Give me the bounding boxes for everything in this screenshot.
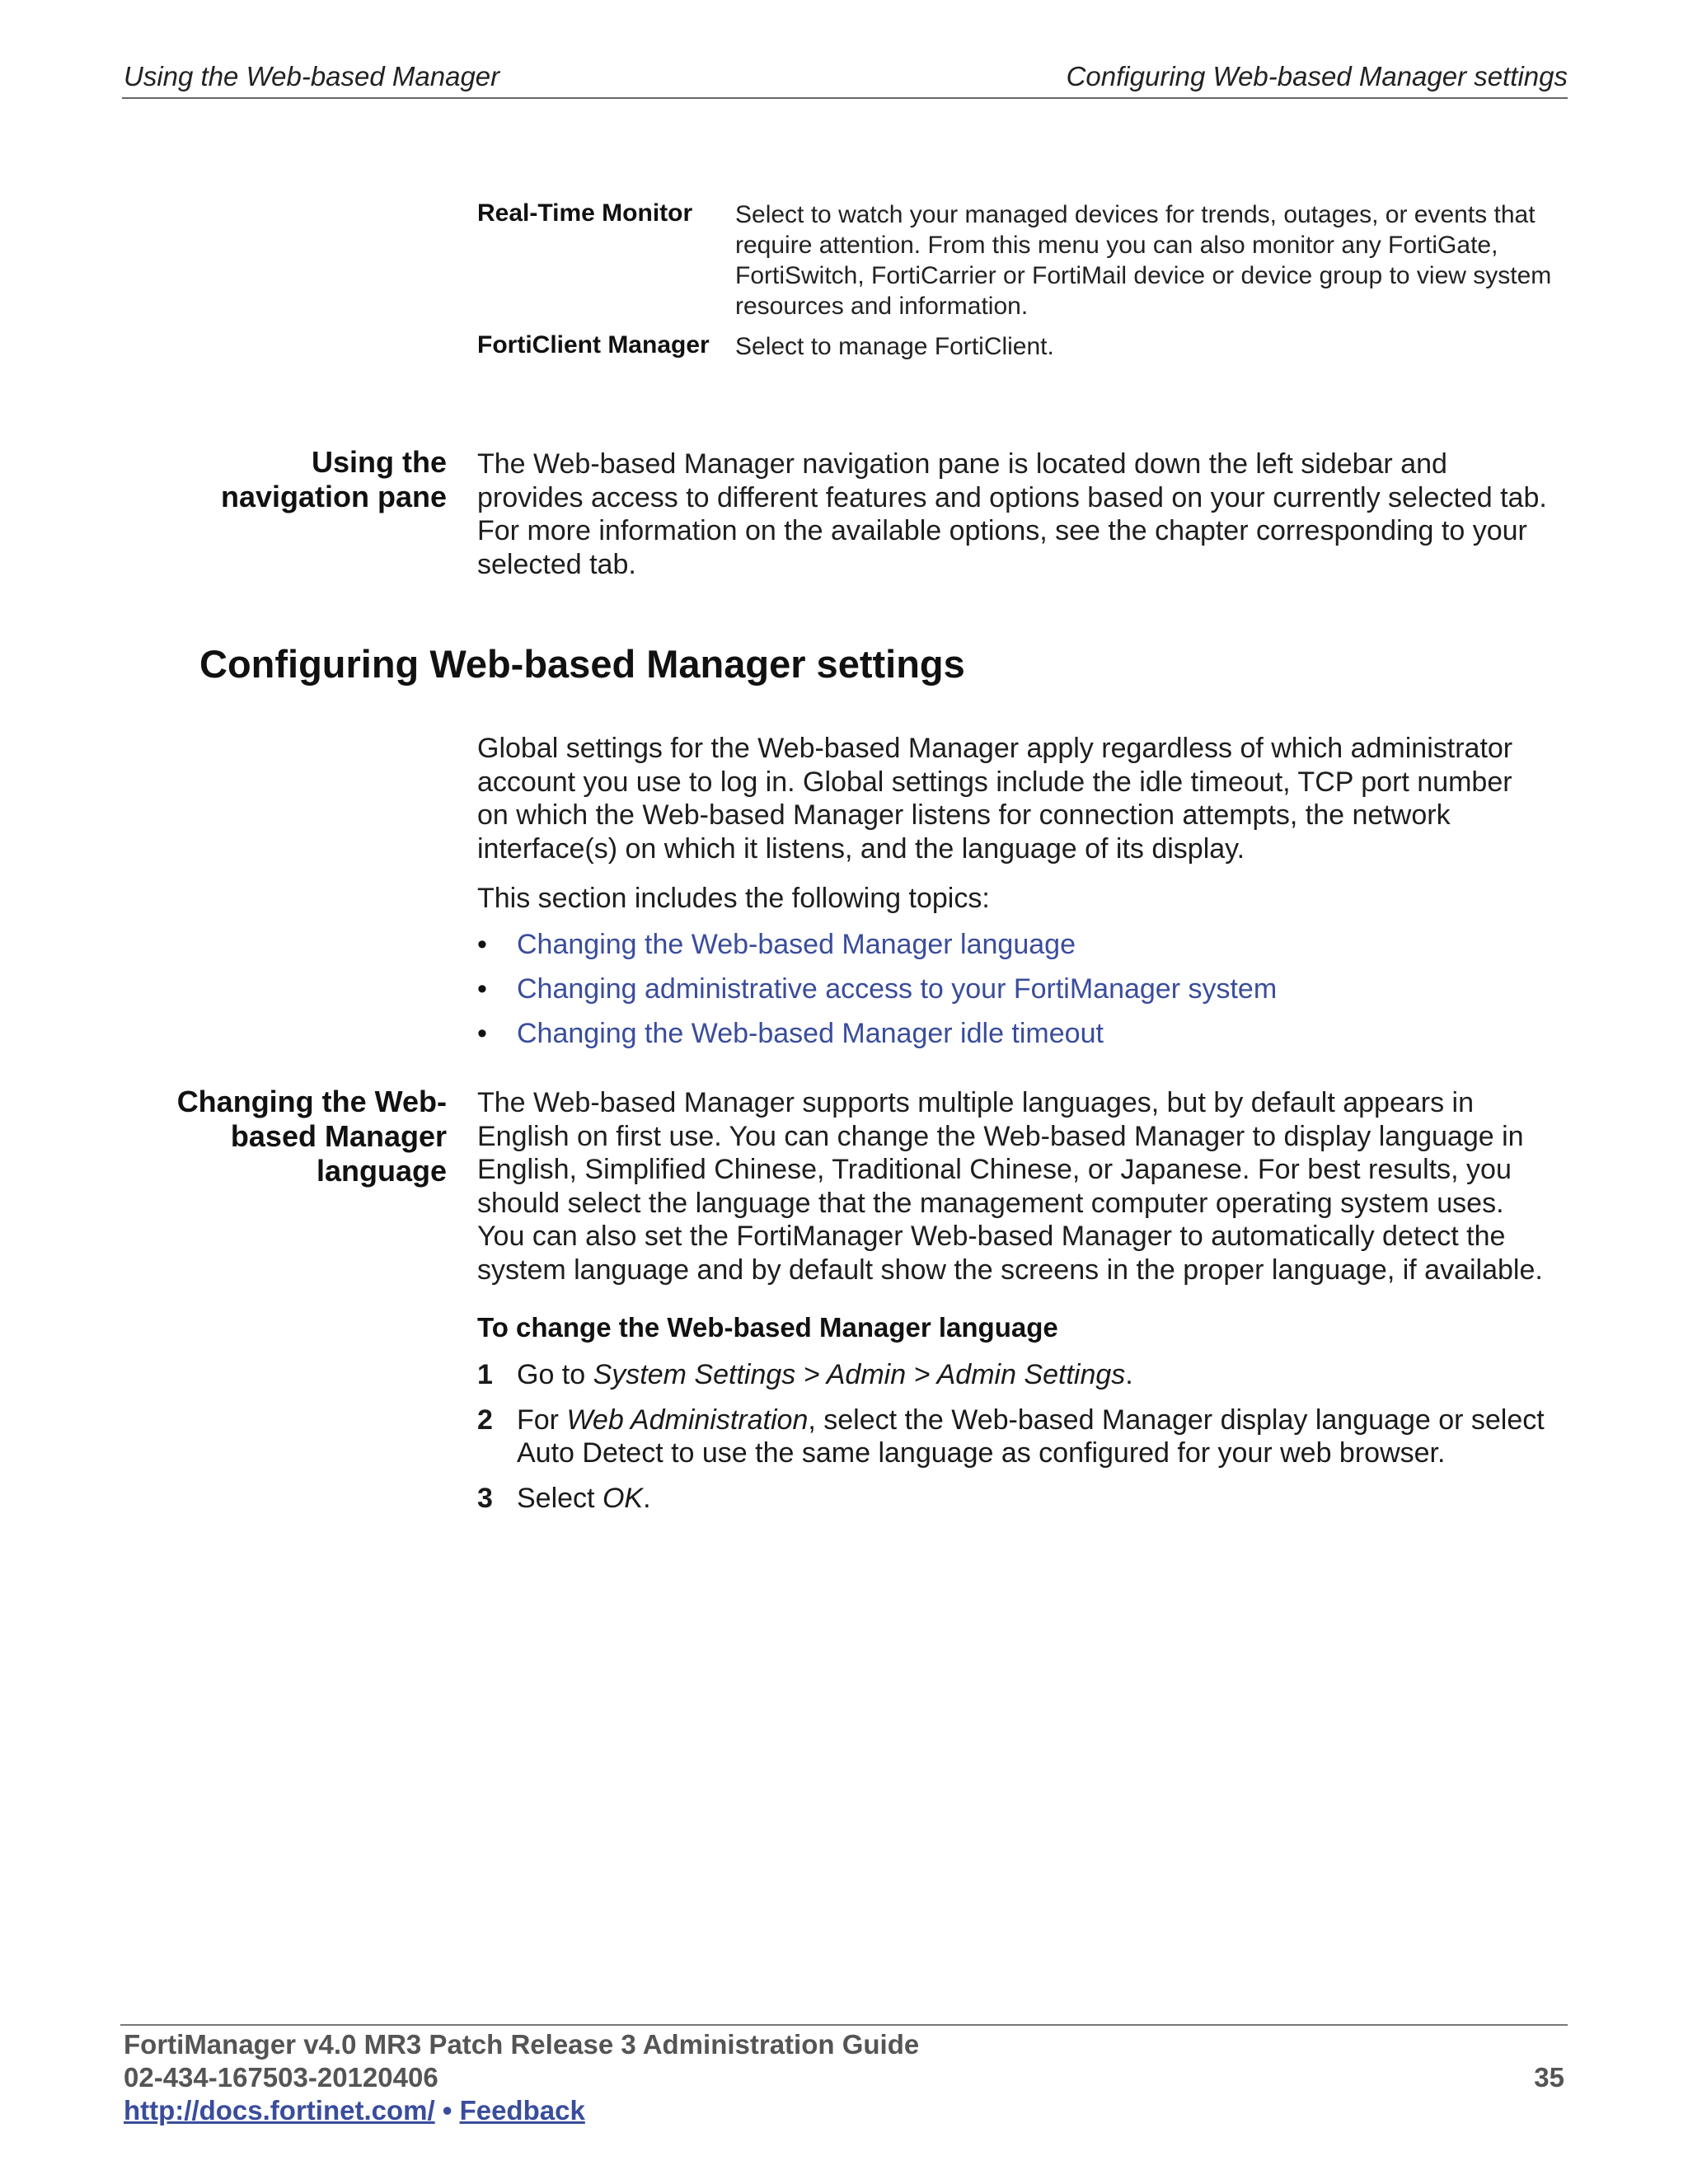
page-number: 35 xyxy=(1534,2062,1564,2093)
procedure-title: To change the Web-based Manager language xyxy=(477,1312,1058,1343)
section-title: Configuring Web-based Manager settings xyxy=(199,642,965,686)
running-header-right: Configuring Web-based Manager settings xyxy=(1066,61,1568,91)
section-intro: Global settings for the Web-based Manager apply regardless of which administrator account you use to log in. Global settings include the idle timeout, TCP port number on which the Web-based Manager listens for connection attempts, the network interface(s) on which it listens, and the language of its display. xyxy=(477,733,1513,865)
def-term-forticlient-manager: FortiClient Manager xyxy=(477,331,710,359)
topic-link-admin-access[interactable]: Changing administrative access to your FortiManager system xyxy=(517,973,1278,1005)
nav-pane-heading: Using the navigation pane xyxy=(220,445,447,513)
step-3 xyxy=(477,1482,1549,1516)
footer-links xyxy=(124,2095,585,2126)
bullet-icon: • xyxy=(477,973,487,1005)
language-text: The Web-based Manager supports multiple languages, but by default appears in English on first use. You can change the Web-based Manager to display language in English, Simplified Chinese, Traditional Chinese, or Japanese. For best results, you should select the language that the management computer operating system uses. You can also set the FortiManager Web-based Manager to automatically detect the system language and by default show the screens in the proper language, if available. xyxy=(477,1087,1543,1286)
language-heading: Changing the Web-based Manager language xyxy=(176,1085,447,1188)
docs-url-link[interactable]: http://docs.fortinet.com/ xyxy=(124,2095,435,2125)
step-1 xyxy=(477,1358,1549,1392)
topic-link-language[interactable]: Changing the Web-based Manager language xyxy=(517,929,1076,960)
footer-rule xyxy=(120,2024,1568,2026)
step-menu-path: System Settings > Admin > Admin Settings xyxy=(593,1359,1126,1390)
running-header-left: Using the Web-based Manager xyxy=(124,61,500,91)
header-rule xyxy=(122,97,1568,99)
list-item xyxy=(477,1017,1549,1062)
footer-guide-title: FortiManager v4.0 MR3 Patch Release 3 Administration Guide xyxy=(124,2029,920,2060)
step-text: Select xyxy=(517,1482,603,1514)
step-text: . xyxy=(643,1482,651,1514)
footer-separator: • xyxy=(442,2095,452,2125)
step-text: . xyxy=(1125,1359,1133,1390)
step-2 xyxy=(477,1404,1549,1470)
def-desc-real-time-monitor: Select to watch your managed devices for trends, outages, or events that require attention. From this menu you can also monitor any FortiGate, FortiSwitch, FortiCarrier or FortiMail device or device group to view system resources and information. xyxy=(735,201,1552,320)
step-text: For xyxy=(517,1404,567,1436)
footer-doc-id: 02-434-167503-20120406 xyxy=(124,2062,438,2093)
nav-pane-text: The Web-based Manager navigation pane is located down the left sidebar and provides access to different features and options based on your currently selected tab. For more information on the available options, see the chapter corresponding to your selected tab. xyxy=(477,448,1547,580)
step-text: , select the Web-based Manager display language or select Auto Detect to use the same language as configured for your web browser. xyxy=(517,1404,1545,1469)
step-option-name: Web Administration xyxy=(566,1404,809,1436)
bullet-icon: • xyxy=(477,929,487,960)
def-term-real-time-monitor: Real-Time Monitor xyxy=(477,199,693,227)
list-item xyxy=(477,972,1549,1017)
def-desc-forticlient-manager: Select to manage FortiClient. xyxy=(735,333,1054,360)
bullet-icon: • xyxy=(477,1018,487,1049)
step-button-name: OK xyxy=(602,1482,644,1514)
procedure-steps xyxy=(477,1358,1549,1526)
step-text: Go to xyxy=(517,1359,593,1390)
step-number: 2 xyxy=(477,1404,493,1436)
step-number: 1 xyxy=(477,1359,493,1390)
step-number: 3 xyxy=(477,1482,493,1514)
feedback-link[interactable]: Feedback xyxy=(459,2095,585,2125)
topic-link-idle-timeout[interactable]: Changing the Web-based Manager idle timeout xyxy=(517,1018,1104,1049)
topics-lead: This section includes the following topics: xyxy=(477,883,990,914)
list-item xyxy=(477,928,1549,972)
topics-list xyxy=(477,928,1549,1062)
